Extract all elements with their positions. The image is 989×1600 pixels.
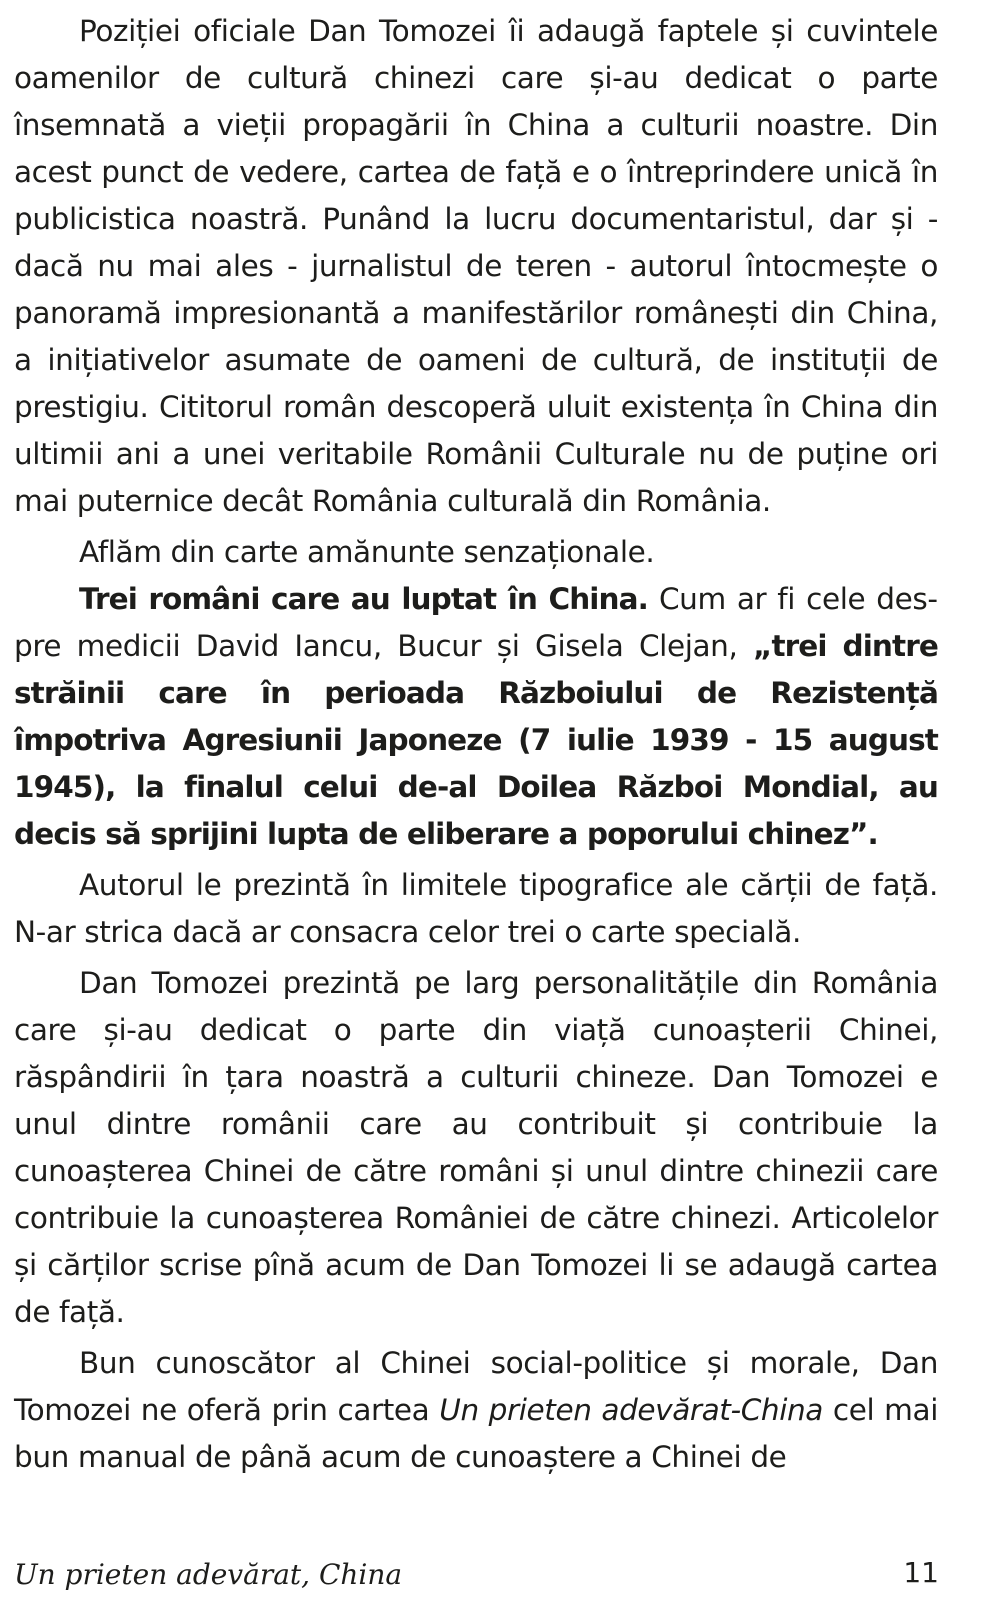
bold-heading-text: Trei români care au luptat în China. bbox=[79, 582, 648, 616]
paragraph-text: cel mai bun manual de până acum de cunoaștere a Chinei de bbox=[14, 1393, 938, 1474]
paragraph-text: Bun cunoscător al Chinei social-politice și morale, Dan Tomozei ne oferă prin cartea bbox=[14, 1346, 938, 1427]
paragraph bbox=[14, 576, 938, 858]
paragraph-text: Cum ar fi cele despre medicii David Iancu, Bucur și Gisela Clejan, bbox=[14, 582, 938, 663]
paragraph bbox=[14, 8, 938, 525]
bold-quote-text: „trei dintre străinii care în perioada Războiului de Rezistență împotriva Agresiunii Japoneze (7 iulie 1939 - 15 august 1945), la finalul celui de-al Doilea Război Mondial, au decis să sprijini lupta de eliberare a poporului chinez”. bbox=[14, 629, 938, 851]
body-text bbox=[14, 8, 938, 1481]
paragraph-text: Autorul le prezintă în limitele tipografice ale cărții de față. N-ar strica dacă ar consacra celor trei o carte specială. bbox=[14, 868, 938, 949]
paragraph-text: Dan Tomozei prezintă pe larg personalitățile din România care și-au dedicat o parte din viață cunoașterii Chinei, răspândirii în țara noastră a culturii chineze. Dan Tomozei e unul dintre românii care au contribuit și contribuie la cunoașterea Chinei de către români și unul dintre chinezii care contribuie la cunoașterea României de către chinezi. Articolelor și cărților scrise pînă acum de Dan Tomozei li se adaugă cartea de față. bbox=[14, 966, 938, 1329]
paragraph bbox=[14, 1340, 938, 1481]
paragraph bbox=[14, 862, 938, 956]
page-number: 11 bbox=[903, 1556, 939, 1589]
footer-book-title: Un prieten adevărat, China bbox=[14, 1558, 403, 1591]
italic-book-title: Un prieten adevărat-China bbox=[439, 1393, 823, 1427]
paragraph bbox=[14, 960, 938, 1336]
paragraph-text: Aflăm din carte amănunte senzaționale. bbox=[79, 535, 655, 569]
paragraph bbox=[14, 529, 938, 576]
paragraph-text: Poziției oficiale Dan Tomozei îi adaugă faptele și cuvintele oamenilor de cultură chinezi care și-au dedicat o parte însemnată a vieții propagării în China a culturii noastre. Din acest punct de vedere, cartea de față e o întreprindere unică în publicistica noastră. Punând la lucru documentaristul, dar și - dacă nu mai ales - jurnalistul de teren - autorul întocmește o panoramă impresionantă a manifestărilor românești din China, a inițiativelor asumate de oameni de cultură, de instituții de prestigiu. Cititorul român descoperă uluit existența în China din ultimii ani a unei veritabile Românii Culturale nu de puține ori mai puternice decât România culturală din România. bbox=[14, 14, 938, 518]
